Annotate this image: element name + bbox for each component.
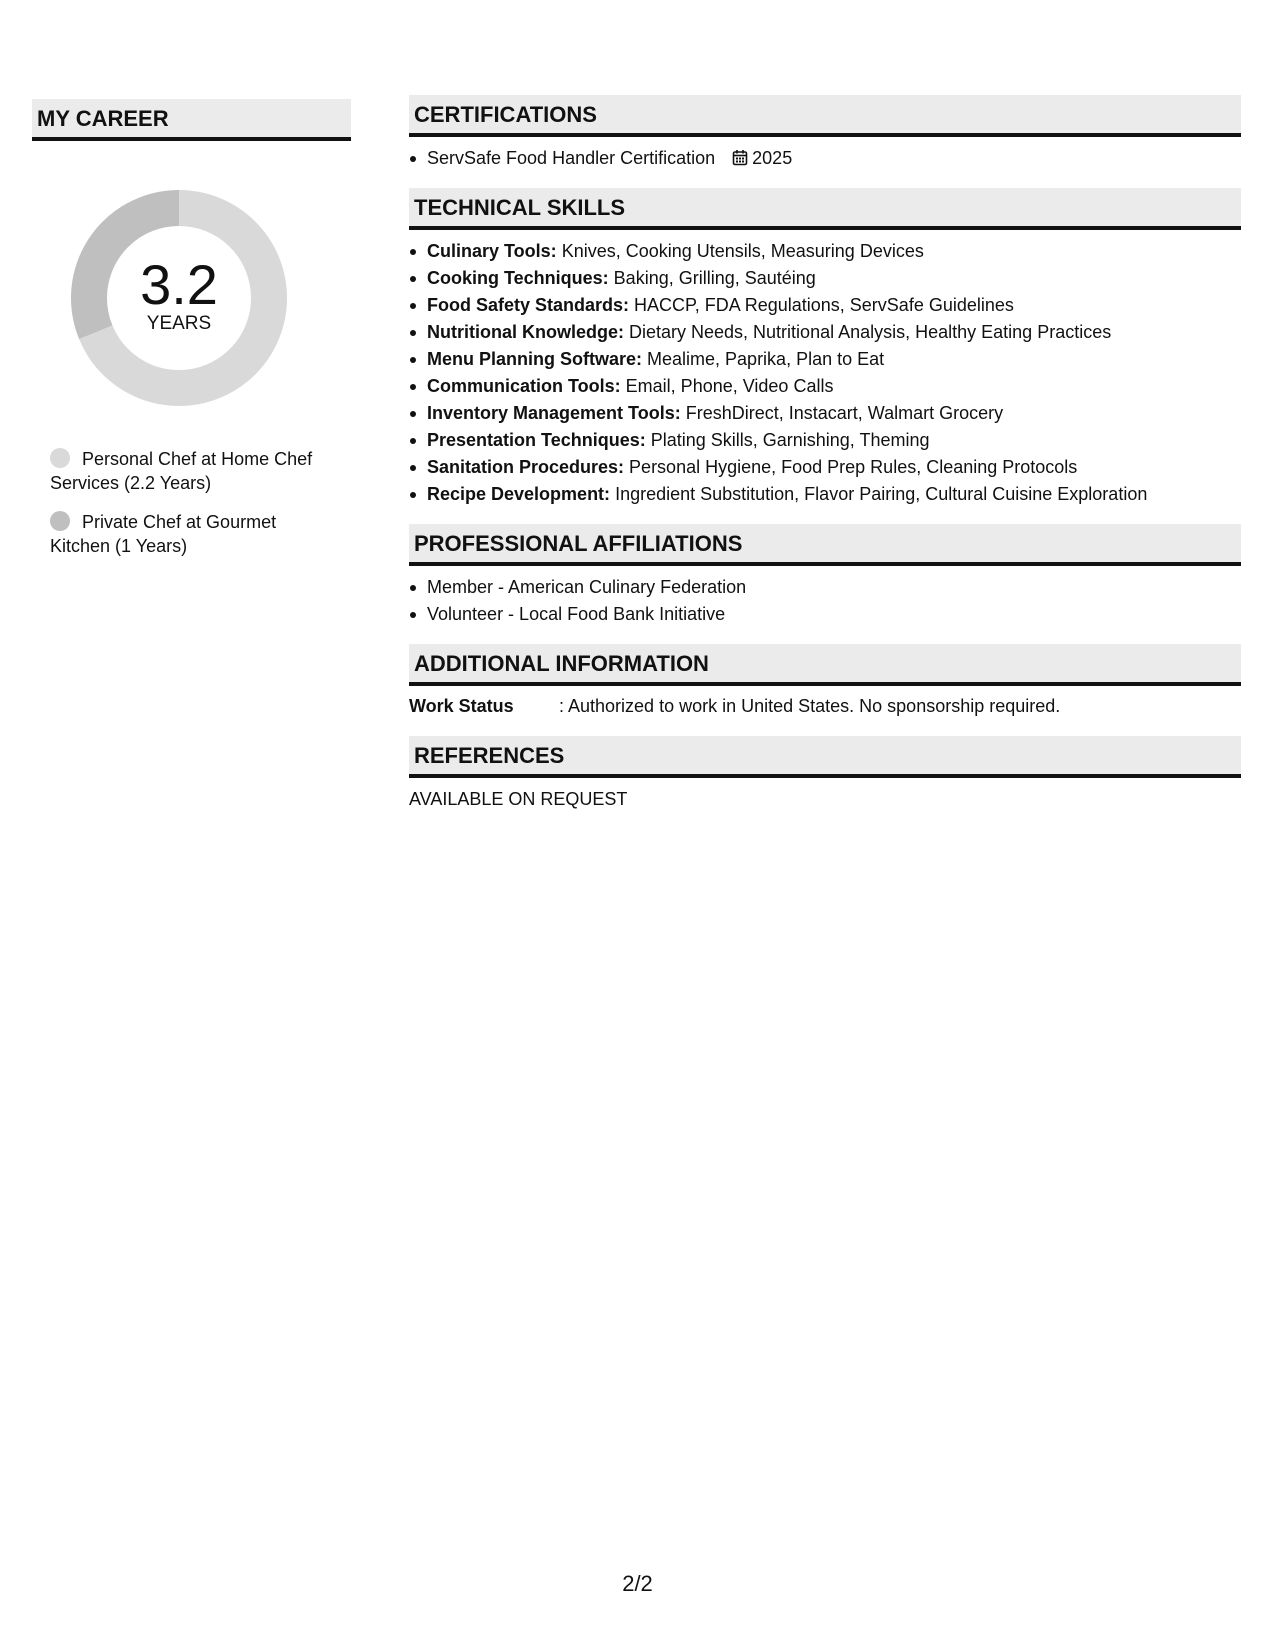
work-status-row — [409, 693, 1241, 720]
certifications-section — [409, 95, 1241, 172]
technical-skills-list — [409, 238, 1241, 508]
list-item — [427, 427, 1241, 454]
list-item — [427, 373, 1241, 400]
list-item — [427, 145, 1241, 172]
skill-label: Presentation Techniques: — [427, 430, 646, 450]
total-years-value: 3.2 — [140, 253, 218, 316]
list-item — [427, 346, 1241, 373]
list-item: Volunteer - Local Food Bank Initiative — [427, 601, 1241, 628]
skill-value: Ingredient Substitution, Flavor Pairing, Cultural Cuisine Exploration — [610, 484, 1148, 504]
skill-label: Recipe Development: — [427, 484, 611, 504]
skill-value: Knives, Cooking Utensils, Measuring Devices — [556, 241, 924, 261]
affiliations-list — [409, 574, 1241, 628]
career-donut-chart — [66, 185, 292, 411]
list-item — [427, 454, 1241, 481]
career-legend-item — [50, 447, 340, 495]
skill-label: Nutritional Knowledge: — [427, 322, 624, 342]
page-number: 2/2 — [622, 1571, 653, 1596]
skill-label: Inventory Management Tools: — [427, 403, 681, 423]
skill-value: Personal Hygiene, Food Prep Rules, Cleaning Protocols — [624, 457, 1078, 477]
certification-year: 2025 — [752, 148, 793, 168]
main-column — [409, 95, 1241, 829]
skill-value: Dietary Needs, Nutritional Analysis, Healthy Eating Practices — [624, 322, 1112, 342]
career-legend-item — [50, 510, 340, 558]
total-years-unit: YEARS — [146, 313, 212, 334]
skill-value: Mealime, Paprika, Plan to Eat — [642, 349, 885, 369]
work-status-label: Work Status — [409, 696, 514, 716]
calendar-icon — [732, 149, 748, 166]
certification-name: ServSafe Food Handler Certification — [427, 148, 716, 168]
skill-label: Menu Planning Software: — [427, 349, 643, 369]
skill-value: Baking, Grilling, Sautéing — [608, 268, 816, 288]
certifications-list — [409, 145, 1241, 172]
career-column — [32, 99, 351, 573]
career-heading: MY CAREER — [32, 99, 351, 141]
certifications-heading: CERTIFICATIONS — [409, 95, 1241, 137]
technical-skills-heading: TECHNICAL SKILLS — [409, 188, 1241, 230]
affiliations-heading: PROFESSIONAL AFFILIATIONS — [409, 524, 1241, 566]
additional-info-heading: ADDITIONAL INFORMATION — [409, 644, 1241, 686]
references-section — [409, 736, 1241, 813]
list-item — [427, 319, 1241, 346]
list-item — [427, 238, 1241, 265]
additional-info-section — [409, 644, 1241, 720]
legend-dot-icon — [50, 511, 70, 531]
legend-dot-icon — [50, 448, 70, 468]
list-item — [427, 292, 1241, 319]
technical-skills-section — [409, 188, 1241, 508]
list-item: Member - American Culinary Federation — [427, 574, 1241, 601]
legend-label: Personal Chef at Home Chef Services (2.2 Years) — [50, 449, 313, 493]
skill-label: Food Safety Standards: — [427, 295, 630, 315]
affiliations-section — [409, 524, 1241, 628]
references-heading: REFERENCES — [409, 736, 1241, 778]
career-legend — [32, 447, 340, 558]
skill-value: Plating Skills, Garnishing, Theming — [645, 430, 930, 450]
skill-label: Culinary Tools: — [427, 241, 557, 261]
skill-label: Cooking Techniques: — [427, 268, 609, 288]
list-item — [427, 265, 1241, 292]
references-text: AVAILABLE ON REQUEST — [409, 789, 628, 809]
list-item — [427, 400, 1241, 427]
work-status-value: : Authorized to work in United States. No sponsorship required. — [559, 696, 1061, 716]
skill-label: Sanitation Procedures: — [427, 457, 625, 477]
skill-label: Communication Tools: — [427, 376, 621, 396]
list-item — [427, 481, 1241, 508]
skill-value: HACCP, FDA Regulations, ServSafe Guidelines — [629, 295, 1014, 315]
skill-value: FreshDirect, Instacart, Walmart Grocery — [680, 403, 1004, 423]
skill-value: Email, Phone, Video Calls — [620, 376, 834, 396]
legend-label: Private Chef at Gourmet Kitchen (1 Years) — [50, 512, 277, 556]
